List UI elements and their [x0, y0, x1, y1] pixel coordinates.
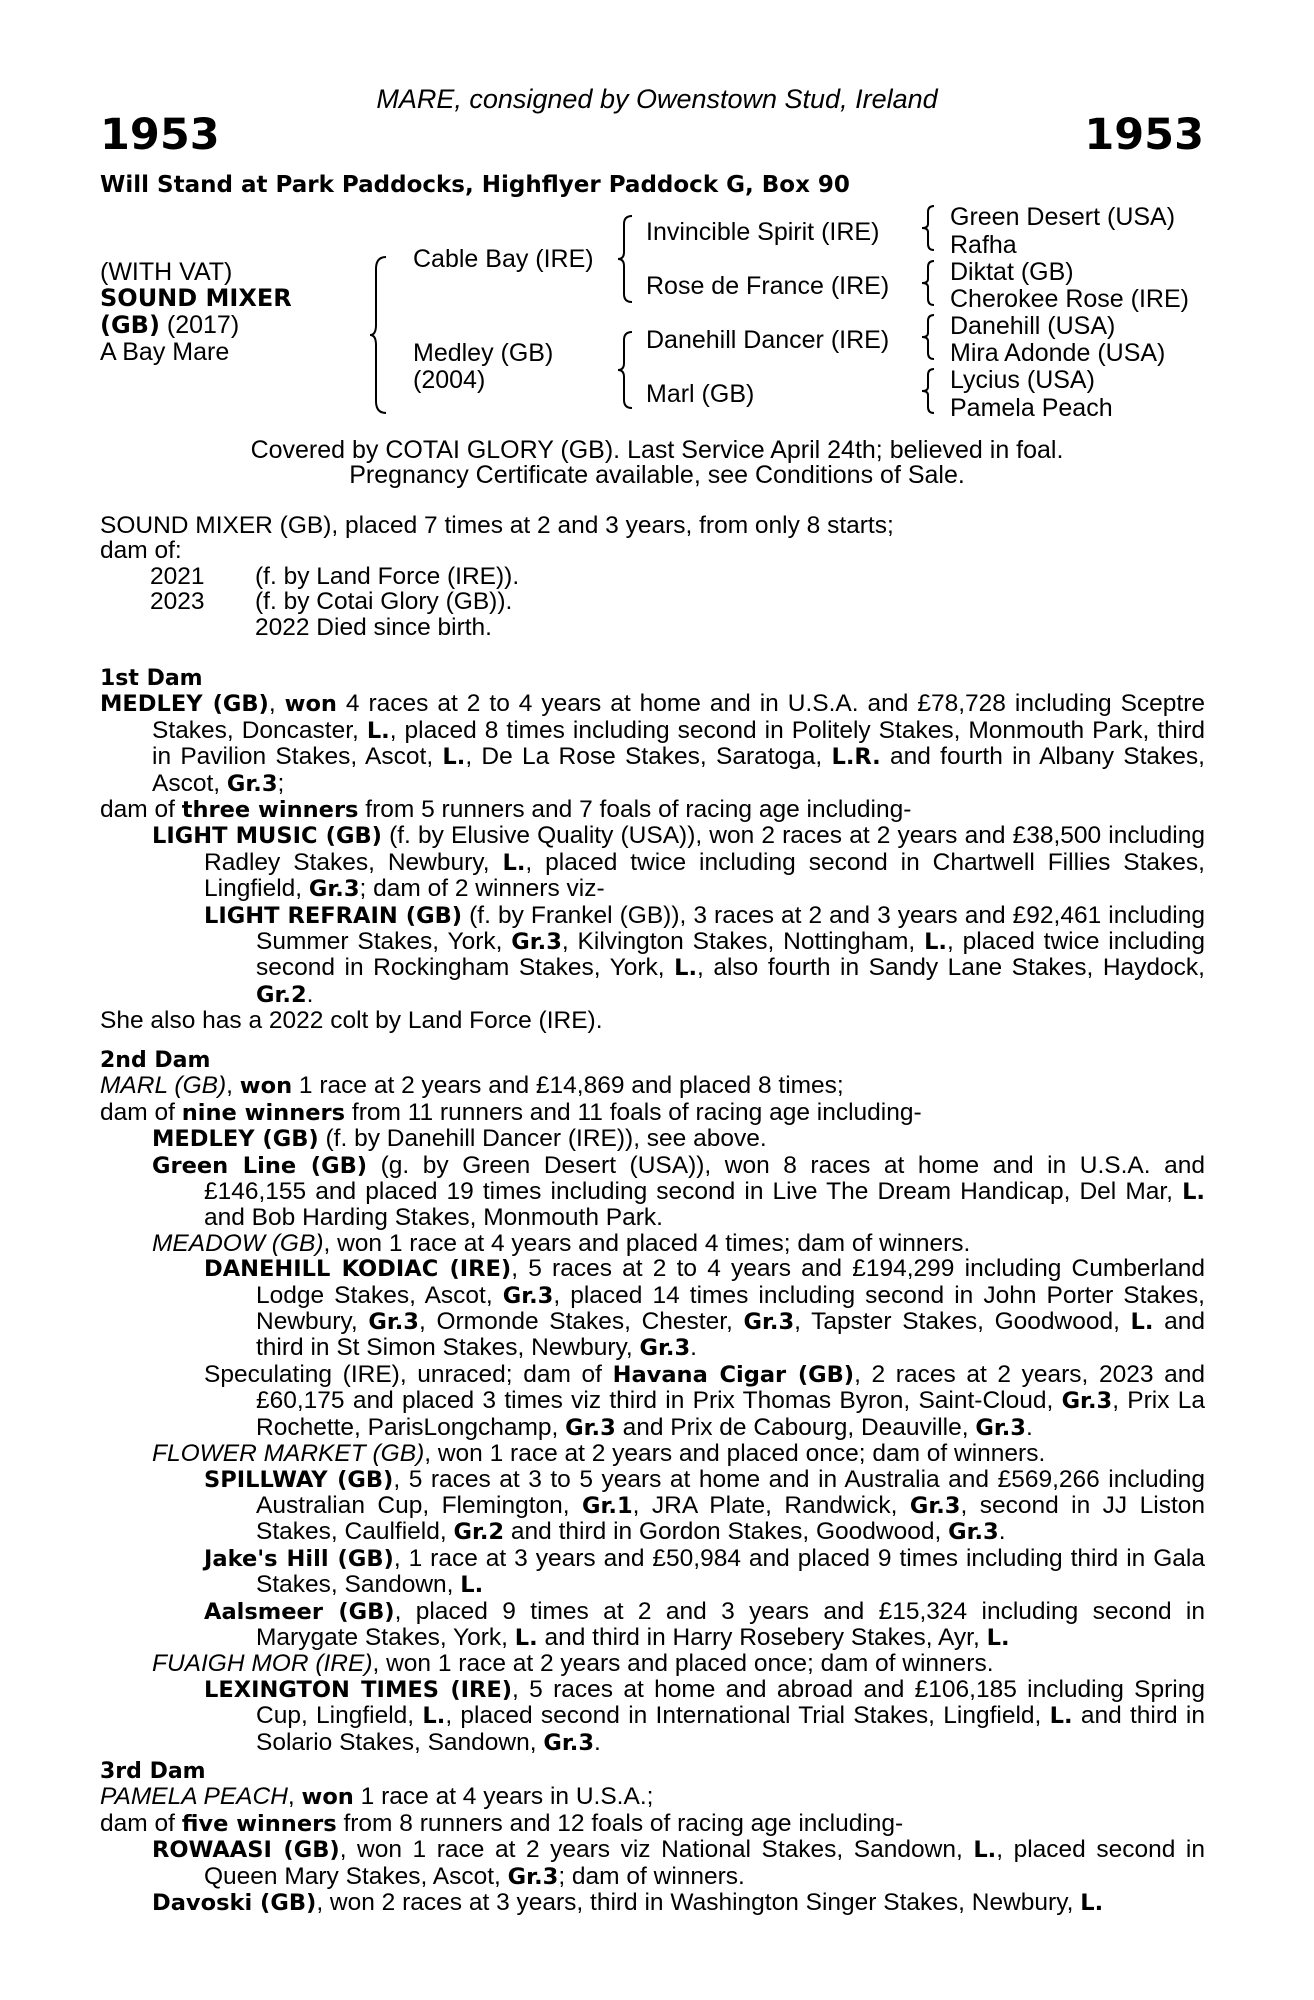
pedigree-bracket-3: [922, 313, 936, 361]
second-dam-entry: MARL (GB), won 1 race at 2 years and £14,869 and placed 8 times;: [100, 1072, 844, 1100]
produce-intro: SOUND MIXER (GB), placed 7 times at 2 and 3 years, from only 8 starts;: [100, 512, 894, 539]
pedigree-sdd: Cherokee Rose (IRE): [950, 285, 1189, 313]
stand-location: Will Stand at Park Paddocks, Highflyer Paddock G, Box 90: [100, 172, 850, 198]
third-dam-entry: PAMELA PEACH, won 1 race at 4 years in U.S.A.;: [100, 1783, 654, 1811]
second-dam-grandproduce-4: Jake's Hill (GB), 1 race at 3 years and £50,984 and placed 9 times including third in Gala Stakes, Sandown, L.: [204, 1544, 1205, 1599]
second-dam-grandproduce-3: SPILLWAY (GB), 5 races at 3 to 5 years at home and in Australia and £569,266 including Australian Cup, Flemington, Gr.1, JRA Plate, Randwick, Gr.3, second in JJ Liston Stakes, Caulfield, Gr.2 and third in Gordon Stakes, Goodwood, Gr.3.: [204, 1465, 1206, 1546]
first-dam-entry: MEDLEY (GB), won 4 races at 2 to 4 years at home and in U.S.A. and £78,728 including Sceptre Stakes, Doncaster, L., placed 8 times including second in Politely Stakes, Monmouth Park, third in Pavilion Stakes, Ascot, L., De La Rose Stakes, Saratoga, L.R. and fourth in Albany Stakes, Ascot, Gr.3;: [100, 690, 1205, 797]
second-dam-summary: dam of nine winners from 11 runners and 11 foals of racing age including-: [100, 1098, 922, 1126]
pedigree-bracket-dam: [618, 330, 634, 410]
pedigree-sire-sire: Invincible Spirit (IRE): [646, 218, 880, 246]
pedigree-dam-sire: Danehill Dancer (IRE): [646, 326, 890, 354]
covering-line-1: Covered by COTAI GLORY (GB). Last Service April 24th; believed in foal.: [250, 436, 1064, 464]
foal-item: 2022 Died since birth.: [255, 613, 492, 641]
covering-line-2: Pregnancy Certificate available, see Conditions of Sale.: [349, 461, 965, 489]
second-dam-produce-4: FLOWER MARKET (GB), won 1 race at 2 years and placed once; dam of winners.: [152, 1440, 1046, 1468]
first-dam-summary: dam of three winners from 5 runners and 7 foals of racing age including-: [100, 796, 912, 824]
foal-list: [100, 564, 1205, 640]
pedigree-dds: Lycius (USA): [950, 366, 1095, 394]
pedigree-dam: Medley (GB): [413, 339, 554, 367]
first-dam-note: She also has a 2022 colt by Land Force (IRE).: [100, 1007, 603, 1035]
second-dam-produce-1: MEDLEY (GB) (f. by Danehill Dancer (IRE)), see above.: [152, 1125, 767, 1153]
pedigree-ssd: Rafha: [950, 231, 1017, 259]
third-dam-produce-2: Davoski (GB), won 2 races at 3 years, third in Washington Singer Stakes, Newbury, L.: [152, 1889, 1104, 1917]
produce-record: [100, 513, 1205, 640]
horse-name: SOUND MIXER: [100, 284, 292, 312]
pedigree-bracket-sire: [618, 214, 634, 304]
second-dam-produce-2: Green Line (GB) (g. by Green Desert (USA)), won 8 races at home and in U.S.A. and £146,155 and placed 19 times including second in Live The Dream Handicap, Del Mar, L. and Bob Harding Stakes, Monmouth Park.: [152, 1151, 1206, 1232]
second-dam-grandproduce-1: DANEHILL KODIAC (IRE), 5 races at 2 to 4 years and £194,299 including Cumberland Lodge Stakes, Ascot, Gr.3, placed 14 times including second in John Porter Stakes, Newbury, Gr.3, Ormonde Stakes, Chester, Gr.3, Tapster Stakes, Goodwood, L. and third in St Simon Stakes, Newbury, Gr.3.: [204, 1255, 1206, 1362]
lot-number-left: 1953: [100, 110, 220, 160]
pedigree-dam-dam: Marl (GB): [646, 380, 755, 408]
produce-dam-of: dam of:: [100, 537, 182, 565]
pedigree-sds: Diktat (GB): [950, 258, 1074, 286]
vat-note: (WITH VAT): [100, 258, 233, 286]
pedigree-ddd: Pamela Peach: [950, 394, 1113, 422]
lot-number-right: 1953: [1084, 110, 1204, 160]
pedigree-sss: Green Desert (USA): [950, 203, 1176, 231]
second-dam-produce-5: FUAIGH MOR (IRE), won 1 race at 2 years and placed once; dam of winners.: [152, 1650, 994, 1678]
pedigree-sire-dam: Rose de France (IRE): [646, 272, 890, 300]
second-dam-grandproduce-6: LEXINGTON TIMES (IRE), 5 races at home and abroad and £106,185 including Spring Cup, Lingfield, L., placed second in International Trial Stakes, Lingfield, L. and third in Solario Stakes, Sandown, Gr.3.: [204, 1675, 1205, 1756]
second-dam-section: [100, 1048, 1205, 1756]
second-dam-grandproduce-5: Aalsmeer (GB), placed 9 times at 2 and 3 years and £15,324 including second in Marygate Stakes, York, L. and third in Harry Rosebery Stakes, Ayr, L.: [204, 1597, 1205, 1651]
third-dam-produce-1: ROWAASI (GB), won 1 race at 2 years viz National Stakes, Sandown, L., placed second in Queen Mary Stakes, Ascot, Gr.3; dam of winners.: [152, 1836, 1205, 1890]
pedigree-dam-year: (2004): [413, 366, 486, 394]
second-dam-grandproduce-2: Speculating (IRE), unraced; dam of Havana Cigar (GB), 2 races at 2 years, 2023 and £60,175 and placed 3 times viz third in Prix Thomas Byron, Saint-Cloud, Gr.3, Prix La Rochette, ParisLongchamp, Gr.3 and Prix de Cabourg, Deauville, Gr.3.: [204, 1360, 1205, 1441]
foal-item: 2021 (f. by Land Force (IRE)).: [150, 562, 520, 590]
second-dam-heading: 2nd Dam: [100, 1048, 211, 1073]
first-dam-grandproduce-1: LIGHT REFRAIN (GB) (f. by Frankel (GB)), 3 races at 2 and 3 years and £92,461 including Summer Stakes, York, Gr.3, Kilvington Stakes, Nottingham, L., placed twice including second in Rockingham Stakes, York, L., also fourth in Sandy Lane Stakes, Haydock, Gr.2.: [204, 901, 1206, 1008]
third-dam-summary: dam of five winners from 8 runners and 12 foals of racing age including-: [100, 1809, 904, 1837]
first-dam-section: [100, 666, 1205, 1034]
second-dam-produce-3: MEADOW (GB), won 1 race at 4 years and placed 4 times; dam of winners.: [152, 1229, 971, 1257]
pedigree-bracket-2: [922, 259, 936, 307]
first-dam-produce-1: LIGHT MUSIC (GB) (f. by Elusive Quality (USA)), won 2 races at 2 years and £38,500 including Radley Stakes, Newbury, L., placed twice including second in Chartwell Fillies Stakes, Lingfield, Gr.3; dam of 2 winners viz-: [152, 822, 1205, 903]
pedigree-bracket-4: [922, 367, 936, 415]
horse-origin-year: (GB) (2017): [100, 311, 240, 339]
foal-item: 2023 (f. by Cotai Glory (GB)).: [150, 588, 513, 616]
pedigree-bracket-1: [922, 204, 936, 252]
pedigree-bracket-main: [370, 255, 390, 415]
horse-description: A Bay Mare: [100, 338, 230, 366]
third-dam-heading: 3rd Dam: [100, 1759, 206, 1784]
pedigree-dsd: Mira Adonde (USA): [950, 339, 1166, 367]
consignment-line: MARE, consigned by Owenstown Stud, Ireland: [376, 84, 938, 114]
pedigree-sire: Cable Bay (IRE): [413, 245, 594, 273]
third-dam-section: [100, 1759, 1205, 1916]
pedigree-dss: Danehill (USA): [950, 312, 1116, 340]
first-dam-heading: 1st Dam: [100, 666, 203, 691]
